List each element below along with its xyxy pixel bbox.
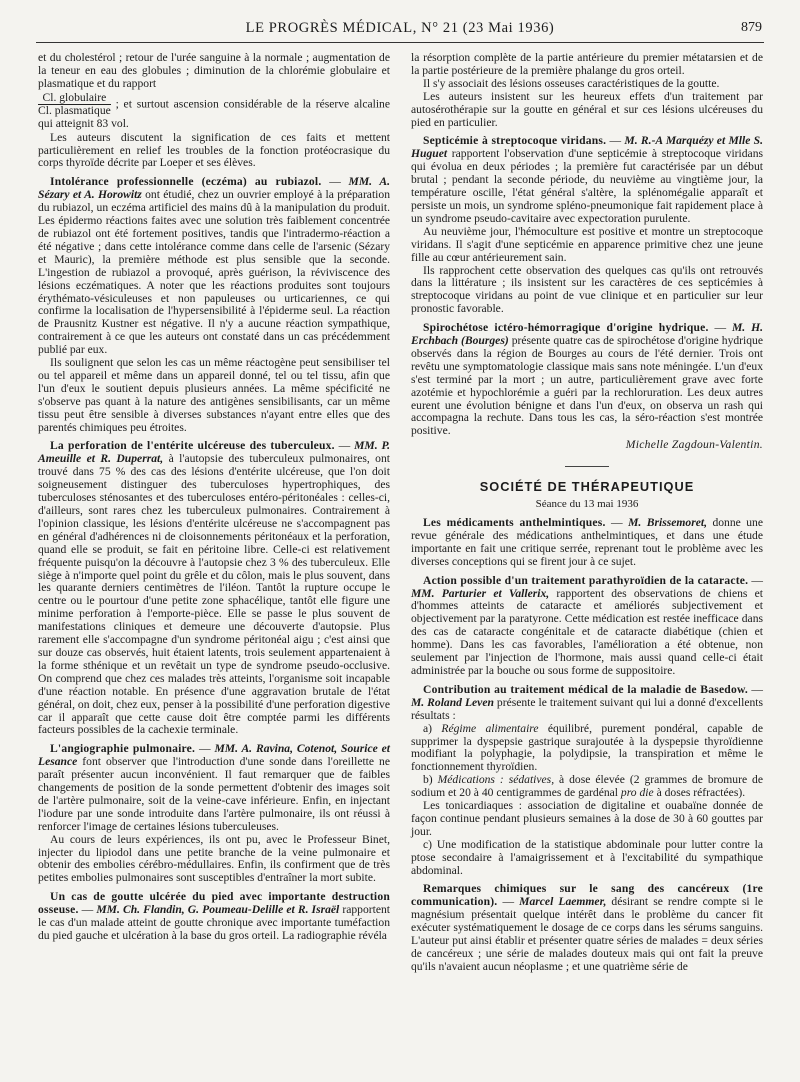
paragraph: Ils soulignent que selon les cas un même réactogène peut sensibiliser tel ou tel appareil et même dans un appareil donné, tel ou tel tissu, afin que l'un d'eux le soutient depuis plusieurs années. La même spécificité ne s'observe pas quant à la nature des antigènes sensibilisants, car un même tissu peut être sensible à diverses substances n'ayant entre elles que des parentés chimiques peu étroites.: [38, 356, 390, 434]
article-title: Remarques chimiques sur le sang des cancéreux (1re communication).: [411, 882, 763, 909]
paragraph: Ils rapprochent cette observation des quelques cas qu'ils ont retrouvés dans la littérature ; ils insistent sur les caractères de ces septicémies à streptocoque viridans au point de vue clinique et en particulier sur leur pronostic favorable.: [411, 263, 763, 316]
header-rule: [36, 42, 764, 43]
fraction: [38, 92, 111, 118]
item-text: Une modification de la statistique abdominale pour lutter contre la ptose secondaire à l'amaigrissement et à l'excitabilité du sympathique abdominal.: [411, 837, 763, 877]
article-text: à l'autopsie des tuberculeux pulmonaires, ont trouvé dans 75 % des cas des lésions d'entérite ulcéreuse, que l'on doit soigneusement distinguer des tuberculoses hypertrophiques, des tuberculoses sténosantes et des tuberculoses entéro-péritonéales : celles-ci, d'ailleurs, sont rares chez les tuberculeux pulmonaires. Contrairement à l'opinion classique, les lésions d'entérite ulcéreuse ne s'accompagnent pas en général d'adhérences ni de cloisonnements péritonéaux et la perforation, quand elle se produit, se fait en péritoine libre. Celle-ci est relativement fréquente puisqu'on la découvre à l'autopsie chez 3 % des tuberculeux. Elle siège à n'importe quel point du grêle et du côlon, mais le plus souvent, dans les quarante derniers centimètres de l'iléon. Tantôt la rupture occupe le centre ou le pourtour d'une petite zone sphacélique, tantôt elle figure une minime perforation à l'emporte-pièce. Elle se passe le plus souvent de manifestations cliniques et demeure une découverte d'autopsie. Plus rarement elle s'accompagne d'un syndrome péritonéal aigu ; c'est ainsi que sur douze cas observés, huit étaient latents, trois seulement appartenaient à la forme sthénique et un revêtait un type de syndrome pseudo-occlusive. On comprend que chez ces malades très atteints, l'organisme soit incapable d'une réaction notable. En présence d'une aggravation brutale de l'état général, on doit, chez eux, penser à la possibilité d'une perforation digestive car il apparaît que cette cause doit être comptée parmi les différents facteurs possibles de la cachexie terminale.: [38, 452, 390, 737]
article-authors: M. Roland Leven: [411, 695, 494, 709]
paragraph: Les auteurs discutent la signification de ces faits et mettent particulièrement en relief les troubles de la fonction protéocrasique du corps thyroïde décrite par Loeper et ses élèves.: [38, 130, 390, 170]
list-item: [411, 774, 763, 800]
society-heading: SOCIÉTÉ DE THÉRAPEUTIQUE: [479, 479, 695, 495]
article-rubiazol: Intolérance professionnelle (eczéma) au rubiazol. — MM. A. Sézary et A. Horowitz ont étudié, chez un ouvrier employé à la préparation du rubiazol, un eczéma artificiel des mains dû à la manipulation du produit. Les épidermo réactions faites avec une solution très faiblement concentrée de rubiazol ont été fortement positives, tandis que l'intradermo-réaction a été négative ; dans cette intolérance comme dans celle de l'arsenic (Sézary et Mauric), la première méthode est plus sensible que la seconde. L'ingestion de rubiazol a provoqué, après guérison, la réviviscence des lésions eczématiques. A noter que les réactions produites sont toujours érythémato-vésiculeuses et non papuleuses ou urticariennes, ce qui confirme la localisation de l'hypersensibilité à l'épiderme seul. La réaction de Prausnitz Kustner est négative. Il n'y a aucune réaction sympathique, contrairement à ce que les auteurs ont constaté dans un cas précédemment publié par eux.: [38, 175, 391, 357]
paragraph: la résorption complète de la partie antérieure du premier métatarsien et de la partie postérieure de la première phalange du gros orteil.: [411, 51, 763, 77]
article-perforation: La perforation de l'entérite ulcéreuse des tuberculeux. — MM. P. Ameuille et R. Duperrat, à l'autopsie des tuberculeux pulmonaires, ont trouvé dans 75 % des cas des lésions d'entérite ulcéreuse, que l'on doit soigneusement distinguer des tuberculoses hypertrophiques, des tuberculoses sténosantes et des tuberculoses entéro-péritonéales : celles-ci, d'ailleurs, sont rares chez les tuberculeux pulmonaires. Contrairement à l'opinion classique, les lésions d'entérite ulcéreuse ne s'accompagnent pas en général d'adhérences ni de cloisonnements péritonéaux et la perforation, quand elle se produit, se fait en péritoine libre. Celle-ci est relativement fréquente puisqu'on la découvre à l'autopsie chez 3 % des tuberculeux. Elle siège à n'importe quel point du grêle et du côlon, mais le plus souvent, dans les quarante derniers centimètres de l'iléon. Tantôt la rupture occupe le centre ou le pourtour d'une petite zone sphacélique, tantôt elle figure une minime perforation à l'emporte-pièce. Elle se passe le plus souvent de manifestations cliniques et demeure une découverte d'autopsie. Plus rarement elle s'accompagne d'un syndrome péritonéal aigu ; c'est ainsi que sur douze cas observés, huit étaient latents, trois seulement appartenaient à la forme sthénique et un revêtait un type de syndrome pseudo-occlusive. On comprend que chez ces malades très atteints, l'organisme soit incapable d'une réaction notable. En présence d'une aggravation brutale de l'état général, on doit, chez eux, penser à la possibilité d'une perforation digestive car il apparaît que cette cause doit être comptée parmi les différents facteurs possibles de la cachexie terminale.: [38, 439, 390, 737]
item-label: a): [423, 721, 433, 735]
article-cancereux: Remarques chimiques sur le sang des cancéreux (1re communication). — Marcel Laemmer, désirant se rendre compte si le magnésium présentait quelque intérêt dans le problème du cancer fit exécuter systématiquement le dosage de ce corps dans les sérums sanguins. L'auteur put ainsi établir et présenter quatre séries de malades = deux séries de cancéreux ; une série de malades douteux mais qui ont fait la preuve qu'ils n'avaient aucun néoplasme ; et une quatrième série de: [411, 882, 763, 973]
text: et du cholestérol ; retour de l'urée sanguine à la normale ; augmentation de la teneur en eau des globules ; diminution de la chlorémie globulaire et plasmatique et du rapport: [38, 51, 390, 90]
item-emphasis: Régime alimentaire: [441, 721, 539, 735]
article-title: L'angiographie pulmonaire.: [50, 742, 196, 756]
article-authors: MM. Ch. Flandin, G. Poumeau-Delille et R. Israël: [96, 903, 340, 917]
session-date: Séance du 13 mai 1936: [535, 498, 639, 511]
article-title: Les médicaments anthelmintiques.: [423, 516, 606, 529]
paragraph: Au cours de leurs expériences, ils ont pu, avec le Professeur Binet, injecter du lipiodol dans une petite branche de la veine pulmonaire et obtenir des embolies cérébro-médullaires. Enfin, ils confirment que de très petites embolies pulmonaires sont susceptibles d'entraîner la mort subite.: [38, 832, 390, 885]
article-authors: Marcel Laemmer,: [519, 895, 607, 909]
article-text: présente quatre cas de spirochétose d'origine hydrique observés dans la région de Bourges au cours de l'été dernier. Trois ont revêtu une symptomatologie classique mais sans note méningée. L'un d'eux s'est terminé par la mort ; un autre, particulièrement grave avec forte azotémie et hypochlorémie a guéri par la rechloruration. Les deux autres eurent une évolution bénigne et dans l'un d'eux, on observa un rash qui accompagna la rechute. Dans tous les cas, la séro-réaction s'est montrée positive.: [411, 334, 763, 438]
article-authors: MM. P. Ameuille et R. Duperrat,: [38, 439, 390, 466]
article-cataracte: Action possible d'un traitement parathyroïdien de la cataracte. — MM. Parturier et Vallerix, rapportent des observations de chiens et d'hommes atteints de cataracte et améliorés subjectivement et objectivement par la paratyrone. Cette médication est restée inefficace dans des cas de cataracte congénitale et de cataracte diabétique (chien et homme). Dans les cas favorables, l'amélioration a été obtenue, non seulement par l'injection de l'hormone, mais aussi quand celle-ci était administrée par la bouche ou sous forme de suppositoire.: [411, 573, 763, 677]
paragraph: Il s'y associait des lésions osseuses caractéristiques de la goutte.: [423, 76, 720, 90]
article-septicemie: Septicémie à streptocoque viridans. — M. R.-A Marquézy et Mlle S. Huguet rapportent l'observation d'une septicémie à streptocoque viridans qui évolua en deux périodes ; la première fut caractérisée par un début brutal ; pendant la seconde période, du neuvième au vingtième jour, la température oscille, l'état général s'altère, la splénomégalie apparaît et persiste un mois, un syndrome spléno-pneumonique fait rapidement place à un syndrome pseudo-cavitaire avec expectoration purulente.: [411, 134, 764, 225]
article-basedow: Contribution au traitement médical de la maladie de Basedow. — M. Roland Leven présente le traitement suivant qui lui a donné d'excellents résultats :: [411, 682, 763, 722]
item-text: équilibré, purement pondéral, capable de supprimer la dyspepsie gastrique surajoutée à la dyspepsie thyroïdienne modifiant la polyphagie, la polydipsie, la transpiration et même le fonctionnement thyroïdien.: [411, 721, 763, 774]
article-title: Intolérance professionnelle (eczéma) au rubiazol.: [50, 175, 322, 189]
article-text: rapportent le cas d'un malade atteint de goutte chronique avec importante tuméfaction du pied gauche et ulcération à la base du gros orteil. La radiographie révéla: [38, 903, 391, 942]
article-text: ont étudié, chez un ouvrier employé à la préparation du rubiazol, un eczéma artificiel des mains dû à la manipulation du produit. Les épidermo réactions faites avec une solution très faiblement concentrée de rubiazol ont été fortement positives, tandis que l'intradermo-réaction a été négative ; dans cette intolérance comme dans celle de l'arsenic (Sézary et Mauric), la première méthode est plus sensible que la seconde. L'ingestion de rubiazol a provoqué, après guérison, la réviviscence des lésions eczématiques. A noter que les réactions produites sont toujours érythémato-vésiculeuses et non papuleuses ou urticariennes, ce qui confirme la localisation de l'hypersensibilité à l'épiderme seul. La réaction de Prausnitz Kustner est négative. Il n'y a aucune réaction sympathique, contrairement à ce que les auteurs ont constaté dans un cas précédemment publié par eux.: [38, 188, 390, 357]
fraction-numerator: Cl. globulaire: [38, 92, 111, 106]
article-text: donne une revue générale des médications anthelmintiques, et dans une étude importante en fait une critique serrée, reprenant tout le problème avec les diverses conceptions qui se firent jour à ce sujet.: [411, 516, 763, 568]
article-title: Spirochétose ictéro-hémorragique d'origine hydrique.: [423, 321, 709, 335]
left-column: [38, 52, 390, 943]
fraction-denominator: Cl. plasmatique: [38, 104, 111, 118]
text: ; et surtout ascension considérable de la réserve alcaline qui atteignit 83 vol.: [38, 97, 390, 130]
item-label: c): [423, 837, 433, 851]
item-emphasis: Médications : sédatives,: [437, 773, 555, 787]
paragraph: Les tonicardiaques : association de digitaline et ouabaïne donnée de façon continue pendant plusieurs semaines à la dose de 30 à 60 gouttes par jour.: [411, 799, 763, 838]
item-text: à dose élevée (2 grammes de bromure de sodium et 20 à 40 centigrammes de gardénal: [411, 773, 763, 800]
article-title: Un cas de goutte ulcérée du pied avec importante destruction osseuse.: [38, 890, 390, 917]
article-text: présente le traitement suivant qui lui a donné d'excellents résultats :: [411, 695, 763, 722]
item-label: b): [423, 773, 433, 787]
ratio-line: [38, 92, 390, 131]
paragraph: Au neuvième jour, l'hémoculture est positive et montre un streptocoque viridans. Il s'agit d'une septicémie en apparence primitive chez une jeune fille au cœur antérieurement sain.: [411, 224, 763, 264]
right-column: [411, 52, 763, 974]
signature: Michelle Zagdoun-Valentin.: [625, 438, 763, 452]
article-text: rapportent l'observation d'une septicémie à streptocoque viridans qui évolua en deux périodes ; la première fut caractérisée par un début brutal ; pendant la seconde période, du neuvième au vingtième jour, la température oscille, l'état général s'altère, la splénomégalie apparaît et persiste un mois, un syndrome spléno-pneumonique fait rapidement place à un syndrome pseudo-cavitaire avec expectoration purulente.: [411, 147, 763, 225]
item-text: à doses réfractées).: [656, 786, 746, 800]
article-authors: M. Brissemoret,: [628, 516, 707, 529]
article-authors: MM. Parturier et Vallerix,: [411, 586, 550, 600]
list-item: [411, 723, 763, 775]
article-authors: MM. A. Sézary et A. Horowitz: [38, 175, 391, 202]
article-title: La perforation de l'entérite ulcéreuse des tuberculeux.: [50, 439, 335, 453]
paragraph: Les auteurs insistent sur les heureux effets d'un traitement par autosérothérapie sur la goutte en général et sur ces lésions ulcéreuses du pied en particulier.: [411, 89, 763, 129]
article-text: désirant se rendre compte si le magnésium présentait quelque intérêt dans le problème du cancer fit exécuter systématiquement le dosage de ce corps dans les sérums sanguins. L'auteur put ainsi établir et présenter quatre séries de malades = deux séries de cancéreux ; une série de malades douteux mais qui ont fait la preuve qu'ils n'avaient aucun néoplasme ; et une quatrième série de: [411, 895, 763, 973]
article-anthelmintiques: Les médicaments anthelmintiques. — M. Brissemoret, donne une revue générale des médications anthelmintiques, et dans une étude importante en fait une critique serrée, reprenant tout le problème avec les diverses conceptions qui se firent jour à ce sujet.: [411, 516, 763, 568]
article-title: Contribution au traitement médical de la maladie de Basedow.: [423, 682, 748, 696]
list-item: [411, 839, 763, 878]
running-title: LE PROGRÈS MÉDICAL, N° 21 (23 Mai 1936): [245, 20, 555, 36]
article-spirochetose: Spirochétose ictéro-hémorragique d'origine hydrique. — M. H. Erchbach (Bourges) présente quatre cas de spirochétose d'origine hydrique observés dans la région de Bourges au cours de l'été dernier. Trois ont revêtu une symptomatologie classique mais sans note méningée. L'un d'eux s'est terminé par la mort ; un autre, particulièrement grave avec forte azotémie et hypochlorémie a guéri par la rechloruration. Les deux autres eurent une évolution bénigne et dans l'un d'eux, on observa un rash qui accompagna la rechute. Dans tous les cas, la séro-réaction s'est montrée positive.: [411, 321, 764, 438]
item-emphasis: pro die: [620, 786, 654, 800]
paragraph: [38, 52, 390, 91]
article-title: Septicémie à streptocoque viridans.: [423, 134, 607, 148]
article-angiographie: L'angiographie pulmonaire. — MM. A. Ravina, Cotenot, Sourice et Lesance font observer que l'introduction d'une sonde dans l'oreillette ne paraît présenter aucun inconvénient. Il faut remarquer que de faibles changements de position de la sonde permettent d'obtenir des images soit de l'artère pulmonaire, soit de la veine-cave inférieure. Enfin, en injectant l'iodure par une sonde introduite dans l'artère pulmonaire, ils ont réussi à renforcer l'image de certaines lésions tuberculeuses.: [38, 742, 390, 833]
article-text: font observer que l'introduction d'une sonde dans l'oreillette ne paraît présenter aucun inconvénient. Il faut remarquer que de faibles changements de position de la sonde permettent d'obtenir des images soit de l'artère pulmonaire, soit de la veine-cave inférieure. Enfin, en injectant l'iodure par une sonde introduite dans l'artère pulmonaire, ils ont réussi à renforcer l'image de certaines lésions tuberculeuses.: [38, 755, 390, 833]
article-goutte: Un cas de goutte ulcérée du pied avec importante destruction osseuse. — MM. Ch. Flandin, G. Poumeau-Delille et R. Israël rapportent le cas d'un malade atteint de goutte chronique avec importante tuméfaction du pied gauche et ulcération à la base du gros orteil. La radiographie révéla: [38, 890, 391, 942]
article-authors: M. R.-A Marquézy et Mlle S. Huguet: [411, 134, 764, 161]
article-authors: M. H. Erchbach (Bourges): [411, 321, 764, 348]
running-header: [36, 20, 764, 42]
article-authors: MM. A. Ravina, Cotenot, Sourice et Lesance: [38, 742, 390, 769]
page-number: 879: [741, 20, 762, 35]
section-divider: [565, 466, 609, 467]
article-text: rapportent des observations de chiens et d'hommes atteints de cataracte et améliorés subjectivement et objectivement par la paratyrone. Cette médication est restée inefficace dans des cas de cataracte congénitale et de cataracte diabétique (chien et homme). Dans les cas favorables, l'amélioration a été obtenue, non seulement par l'injection de l'hormone, mais aussi quand celle-ci était administrée par la bouche ou sous forme de suppositoire.: [411, 586, 763, 677]
article-title: Action possible d'un traitement parathyroïdien de la cataracte.: [423, 573, 749, 587]
